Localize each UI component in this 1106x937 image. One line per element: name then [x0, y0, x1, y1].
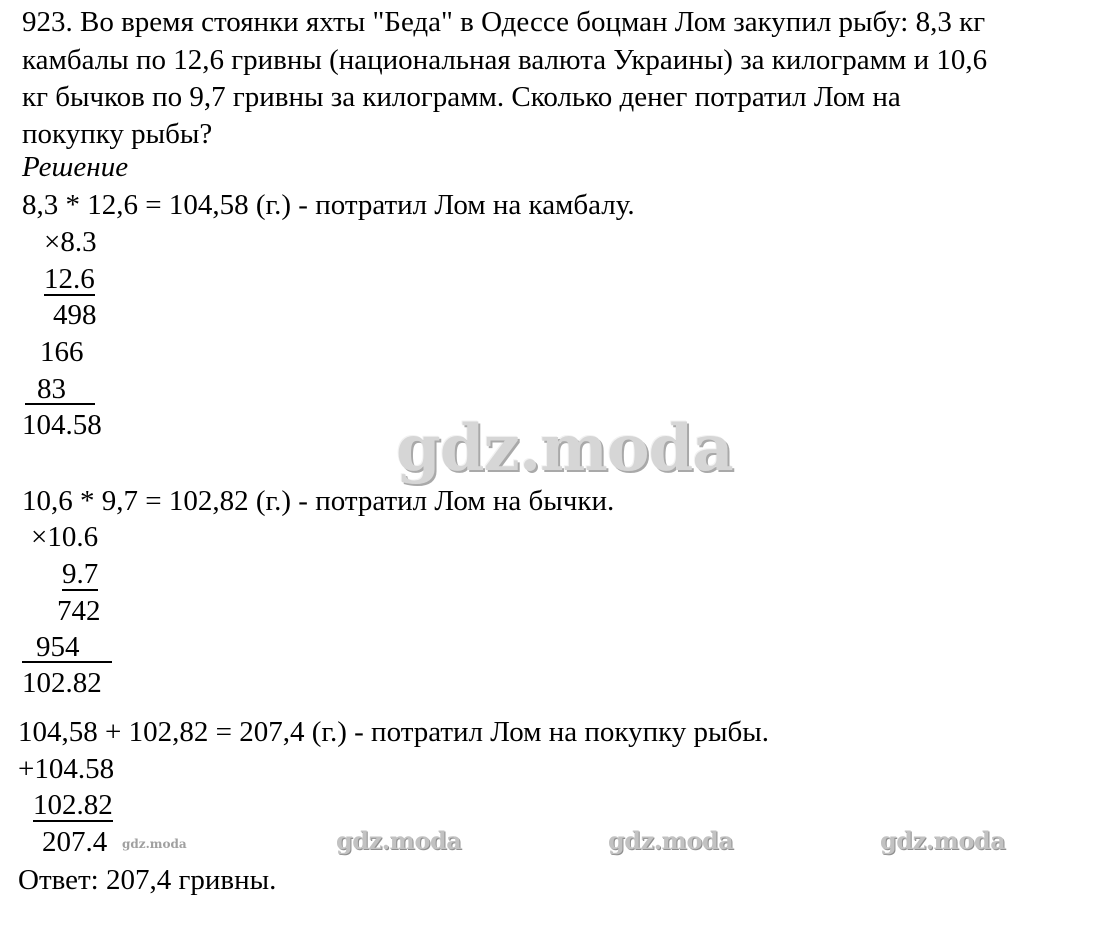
step1-partial-3: 83 [37, 373, 66, 405]
step3-result: 207.4 [42, 826, 108, 858]
step2-partial-1: 742 [57, 595, 101, 627]
step1-partial-1: 498 [53, 299, 97, 331]
step1-multiplicand: ×8.3 [44, 226, 97, 258]
step2-result-line [22, 661, 112, 663]
step2-multiplier: 9.7 [62, 558, 99, 590]
step3-addend-2-wrap [33, 788, 113, 822]
watermark-large: gdz.moda [396, 411, 733, 486]
step2-multiplier-wrap [62, 557, 98, 591]
step3-equation: 104,58 + 102,82 = 207,4 (г.) - потратил Лом на покупку рыбы. [18, 716, 770, 748]
solution-heading: Решение [22, 151, 129, 183]
step1-multiplier-wrap [44, 262, 95, 296]
step3-addend-2: 102.82 [33, 789, 113, 821]
step2-result: 102.82 [22, 667, 102, 699]
step1-partial-2: 166 [40, 336, 84, 368]
problem-line-4: покупку рыбы? [22, 118, 213, 150]
step1-result: 104.58 [22, 409, 102, 441]
step1-multiplier: 12.6 [44, 263, 95, 295]
step2-partial-2: 954 [36, 631, 80, 663]
watermark-mid-1: gdz.moda [336, 826, 462, 855]
watermark-mid-3: gdz.moda [880, 826, 1006, 855]
step3-addend-1: +104.58 [18, 753, 115, 785]
problem-line-3: кг бычков по 9,7 гривны за килограмм. Сколько денег потратил Лом на [22, 81, 901, 113]
problem-line-2: камбалы по 12,6 гривны (национальная валюта Украины) за килограмм и 10,6 [22, 44, 988, 76]
problem-line-1: 923. Во время стоянки яхты "Беда" в Одессе боцман Лом закупил рыбу: 8,3 кг [22, 6, 986, 38]
watermark-small: gdz.moda [122, 837, 187, 851]
answer: Ответ: 207,4 гривны. [18, 864, 277, 896]
step1-result-line [25, 403, 95, 405]
step2-equation: 10,6 * 9,7 = 102,82 (г.) - потратил Лом на бычки. [22, 485, 615, 517]
step2-multiplicand: ×10.6 [31, 521, 99, 553]
step1-equation: 8,3 * 12,6 = 104,58 (г.) - потратил Лом на камбалу. [22, 189, 635, 221]
watermark-mid-2: gdz.moda [608, 826, 734, 855]
